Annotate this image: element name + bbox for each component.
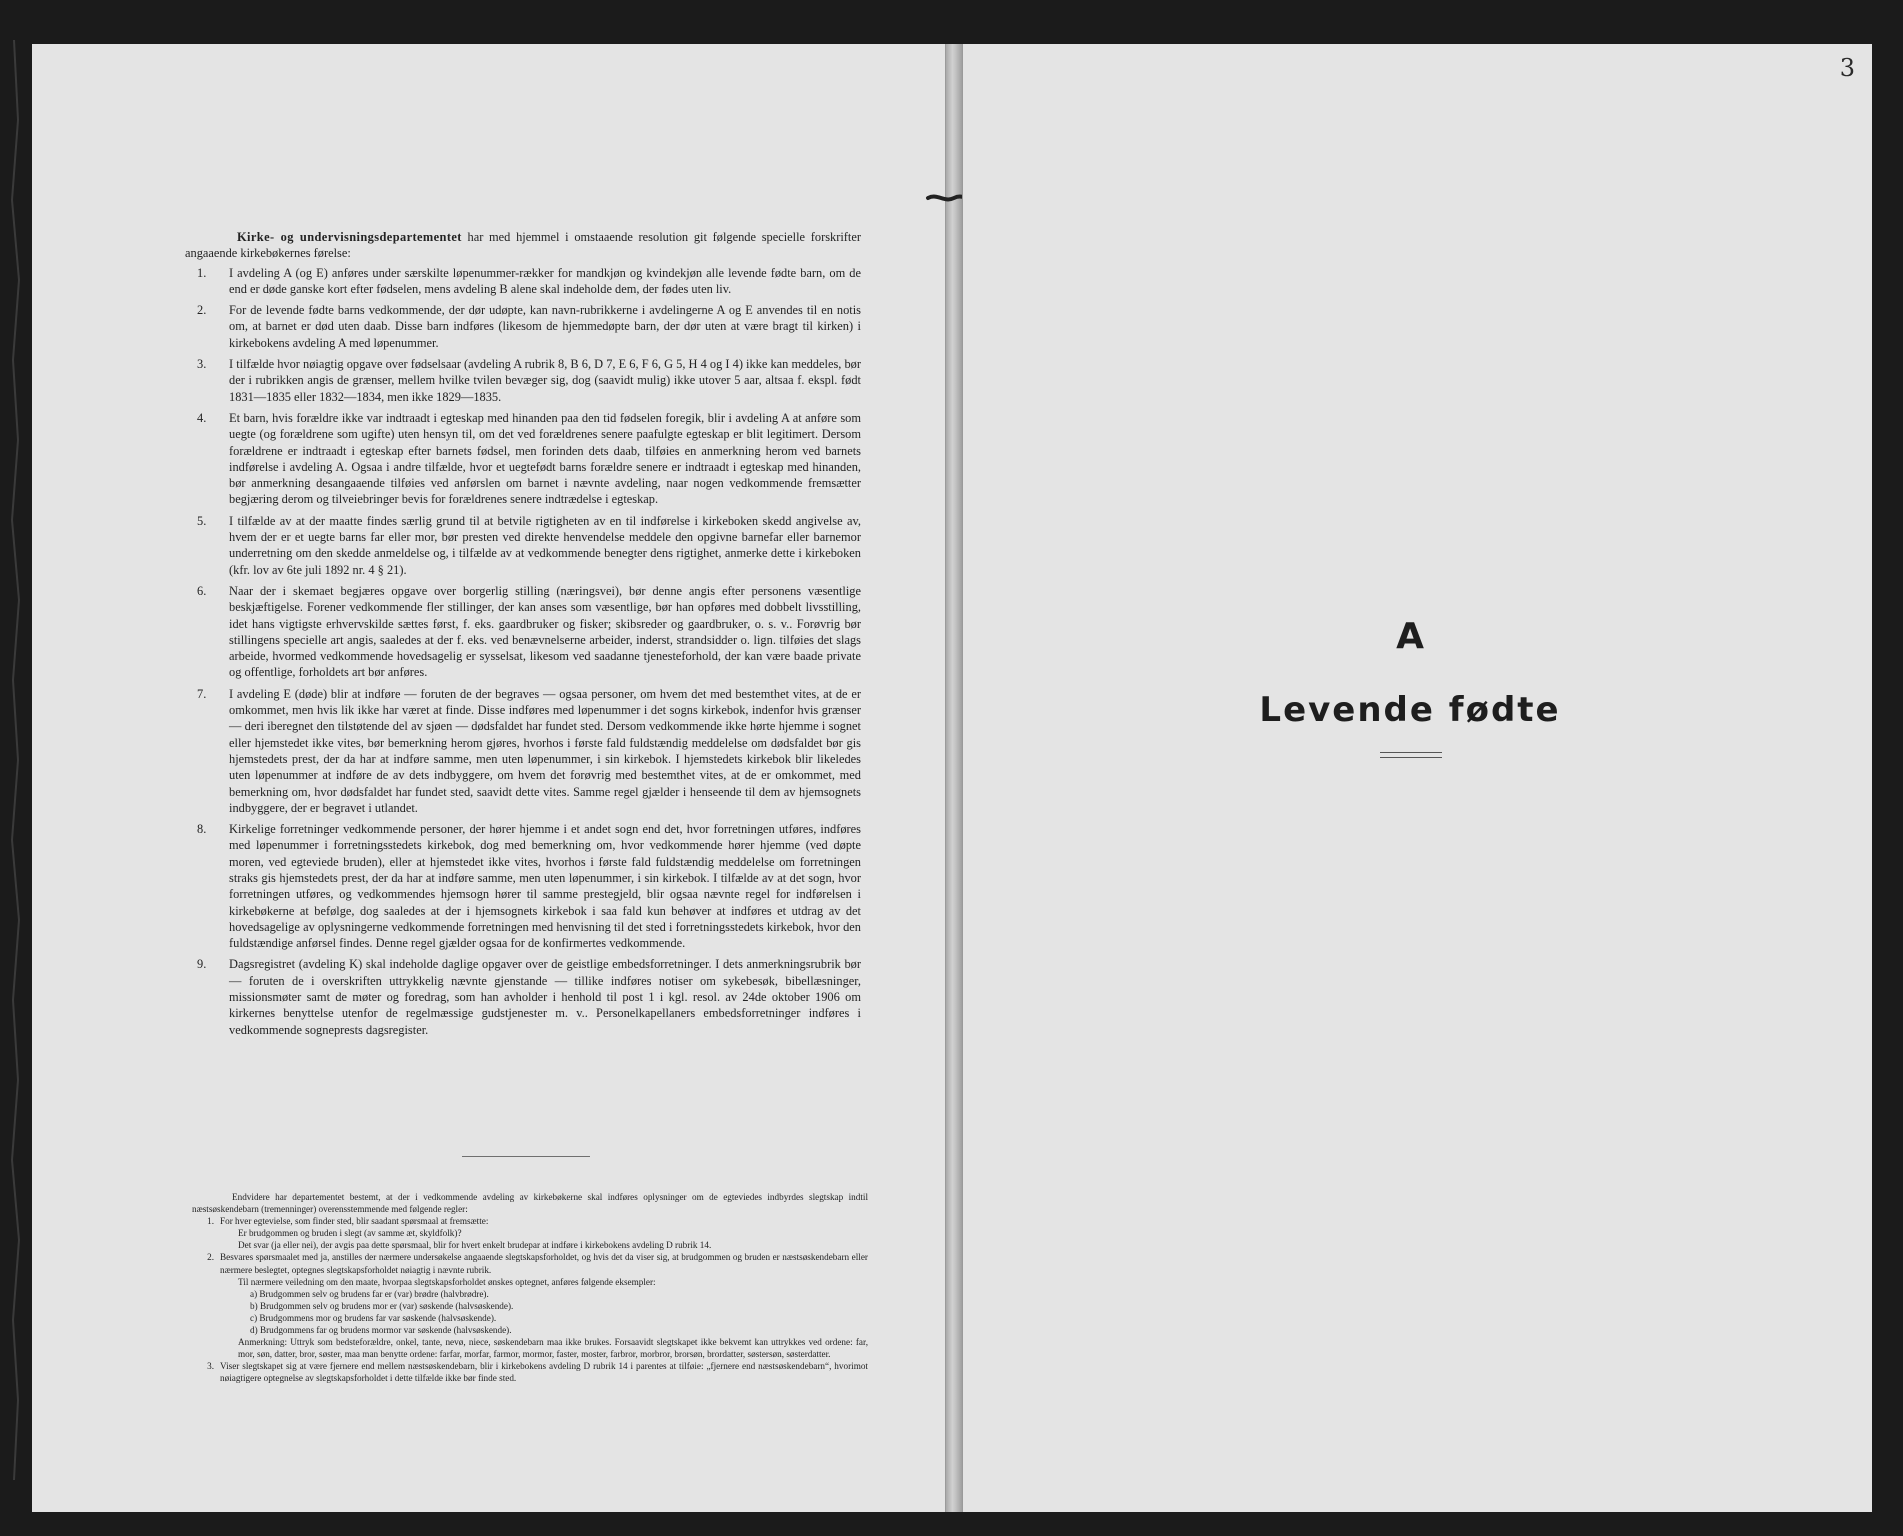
rule-item [185,302,861,351]
rule-number: 4. [197,410,207,425]
page-number: 3 [1839,54,1855,82]
rule-text: Dagsregistret (avdeling K) skal indeholde daglige opgaver over de geistlige embedsforretninger. I dets anmerkningsrubrik bør — foruten de i overskriften uttrykkelig nævnte gjenstande — tillike indføres notiser om sykebesøk, bibellæsninger, missionsmøter samt de møter og foredrag, som han avholder i henhold til post 1 i kgl. resol. av 24de oktober 1906 om kirkernes benyttelse utenfor de regelmæssige gudstjenester m. v.. Personelkapellaners embedsforretninger indføres i vedkommende sogneprests dagsregister. [229,957,861,1037]
rule-number: 7. [197,686,207,701]
left-page [32,44,946,1512]
rule-number: 6. [197,583,207,598]
rule-text: I tilfælde av at der maatte findes særlig grund til at betvile rigtigheten av en til indførelse i kirkeboken skedd angivelse av, hvem der er et uegte barns far eller mor, bør presten ved direkte henvendelse meddele den opgivne barnefar eller barnemor underretning om den skedde anmeldelse og, i tilfælde av at vedkommende benegter dens rigtighet, anmerke dette i kirkeboken (kfr. lov av 6te juli 1892 nr. 4 § 21). [229,513,861,577]
section-letter: A [1396,616,1424,657]
rule-item [185,956,861,1037]
rule-text: Et barn, hvis forældre ikke var indtraadt i egteskap med hinanden paa den tid fødselen foregik, blir i avdeling A at anføre som uegte (og forældrene som ugifte) uten hensyn til, om det ved forældrenes senere paafulgte egteskap er blit legitimert. Dersom forældrene er indtraadt i egteskap efter barnets fødsel, men forinden dets daab, tilføies en anmerkning herom ved barnets indførelse i avdeling A. Ogsaa i andre tilfælde, hvor et uegtefødt barns forældre senere er indtraadt i egteskap med hinanden, bør anmerkning desangaaende tilføies ved anførslen om barnet i nævnte avdeling, naar nogen vedkommende fremsætter begjæring derom og tilveiebringer bevis for forældrenes senere indtrædelse i egteskap. [229,410,861,507]
rule-item [185,410,861,508]
rule-text: I avdeling E (døde) blir at indføre — foruten de der begraves — ogsaa personer, om hvem det med bestemthet vites, at de er omkommet, men hvis lik ikke har været at finde. Disse indføres med løpenummer i det sogns kirkebok, indenfor hvis grænser — deri iberegnet den tilstøtende del av sjøen — dødsfaldet har fundet sted. Dersom vedkommende ikke hørte hjemme i sognet eller hjemstedet ikke vites, bør bemerkning herom gjøres, hvorhos i første fald fuldstændig meddelelse om dødsfaldet bør gis hjemstedets prest, der da har at indføre samme, men uten løpenummer, i sin kirkebok. I hjemstedets kirkebok blir likeledes uten løpenummer at indføre de av dets indbyggere, om hvem det forøvrig med bestemthet vites, at de er omkommet, med bemerkning om, hvor dødsfaldet har fundet sted, saavidt dette vites. Samme regel gjælder i henseende til dem av hjemsognets indbyggere, der er begravet i utlandet. [229,686,861,815]
example-line: a) Brudgommen selv og brudens far er (var) brødre (halvbrødre). [250,1288,489,1299]
rule-item [185,356,861,405]
separator-line [462,1156,590,1157]
supplement-note: Anmerkning: Uttryk som bedsteforældre, onkel, tante, nevø, niece, søskendebarn maa ikke brukes. Forsaavidt slegtskapet ikke bekvemt kan uttrykkes ved ordene: far, mor, søn, datter, bror, søster, maa man benytte ordene: farfar, morfar, farmor, mormor, faster, moster, farbror, morbror, brorsøn, brordatter, søstersøn, søsterdatter. [238,1337,868,1360]
intro-text: har med hjemmel i omstaaende resolution git følgende specielle forskrifter angaaende kirkebøkernes førelse: [185,230,861,261]
regulations-intro [185,229,861,262]
title-underline [1380,752,1442,758]
rule-number: 9. [197,957,207,972]
rule-text: Naar der i skemaet begjæres opgave over borgerlig stilling (næringsvei), bør denne angis efter personens væsentlige beskjæftigelse. Forener vedkommende fler stillinger, der kan anses som væsentlige, bør han opføres med dobbelt livsstilling, idet hans vigtigste erhvervskilde sættes først, f. eks. gaardbruker og fisker; skibsreder og gaardbruker, o. s. v.. Forøvrig bør stillingens specielle art angis, saaledes at der f. eks. ved benævnelserne arbeider, inderst, strandsidder o. lign. tilføies det slags arbeide, hvormed vedkommende hovedsagelig er sysselsat, likesom ved saadanne tjenesteforhold, der kan være baade private og offentlige, forholdets art bør anføres. [229,583,861,680]
supplement-item-2: 2. Besvares spørsmaalet med ja, anstilles der nærmere undersøkelse angaaende slegtskapsforholdet, og hvis det da viser sig, at brudgommen og bruden er næstsøskendebarn eller nærmere beslegtet, optegnes slegtskapsforholdet nøiagtig i nævnte rubrik. [207,1252,868,1275]
example-line: b) Brudgommen selv og brudens mor er (var) søskende (halvsøskende). [250,1300,514,1311]
supplement-guide: Til nærmere veiledning om den maate, hvorpaa slegtskapsforholdet ønskes optegnet, anføres følgende eksempler: [238,1276,656,1287]
supplement-question: Er brudgommen og bruden i slegt (av samme æt, skyldfolk)? [238,1228,462,1239]
rule-number: 1. [197,265,207,280]
supplement-intro: Endvidere har departementet bestemt, at der i vedkommende avdeling av kirkebøkerne skal indføres oplysninger om de egteviedes indbyrdes slegtskap indtil næstsøskendebarn (tremenninger) overensstemmende med følgende regler: [192,1192,868,1215]
page-edge-decoration [0,0,32,1536]
rule-item [185,821,861,951]
examples-list [192,1288,868,1336]
supplement-item-1: 1. For hver egtevielse, som finder sted, blir saadant spørsmaal at fremsætte: [207,1216,489,1227]
rule-text: For de levende fødte barns vedkommende, der dør udøpte, kan navn-rubrikkerne i avdelingerne A og E anvendes til en notis om, at barnet er død uten daab. Disse barn indføres (likesom de hjemmedøpte barn, der dør uten at være bragt til kirken) i kirkebokens avdeling A med løpenummer. [229,303,861,350]
rule-text: Kirkelige forretninger vedkommende personer, der hører hjemme i et andet sogn end det, hvor forretningen utføres, indføres med løpenummer i forretningsstedets kirkebok, dog med bemerkning om, hvor vedkommende hører hjemme (ved døpte moren, ved egteviede bruden), eller at hjemstedet ikke vites, hvorhos i første fald fuldstændig meddelelse om forretningen straks gis hjemstedets prest, der da har at indføre samme, men uten løpenummer, i sin kirkebok. I tilfælde av at det sogn, hvor forretningen utføres, og vedkommendes hjemsogn hører til samme prestegjeld, blir ogsaa nævnte regel for indførelsen i kirkebøkerne at befølge, dog saaledes at der i hjemsognets kirkebok i saa fald kun behøver at indføres et utdrag av det hovedsagelige av oplysningerne vedkommende forretningen med henvisning til det sted i forretningsstedets kirkebok, hvor den fuldstændige anførsel findes. Denne regel gjælder ogsaa for de konfirmertes vedkommende. [229,822,861,951]
rule-item [185,686,861,816]
rule-text: I tilfælde hvor nøiagtig opgave over fødselsaar (avdeling A rubrik 8, B 6, D 7, E 6, F 6, G 5, H 4 og I 4) ikke kan meddeles, bør der i rubrikken angis de grænser, mellem hvilke tvilen bevæger sig, dog (saavidt mulig) ikke utover 5 aar, altsaa f. ekspl. født 1831—1835 eller 1832—1834, men ikke 1829—1835. [229,357,861,404]
supplement-item-3: 3. Viser slegtskapet sig at være fjernere end mellem næstsøskendebarn, blir i kirkebokens avdeling D rubrik 14 i parentes at tilføie: „fjernere end næstsøskendebarn“, hvorimot nøiagtigere optegnelse av slegtskapsforholdet i dette tilfælde ikke bør finde sted. [207,1361,868,1384]
section-title: Levende fødte [1259,690,1561,730]
right-page [962,44,1872,1512]
example-line: c) Brudgommens mor og brudens far var søskende (halvsøskende). [250,1312,497,1323]
rule-number: 5. [197,513,207,528]
book-gutter [946,44,962,1512]
open-book [32,44,1872,1512]
rule-number: 2. [197,303,207,318]
example-line: d) Brudgommens far og brudens mormor var søskende (halvsøskende). [250,1325,512,1336]
rule-item [185,265,861,298]
rule-text: I avdeling A (og E) anføres under særskilte løpenummer-rækker for mandkjøn og kvindekjøn alle levende fødte barn, om de end er døde ganske kort efter fødselen, mens avdeling B alene skal indeholde dem, der fødes uten liv. [229,265,861,296]
rule-item [185,583,861,681]
rule-number: 3. [197,357,207,372]
department-name: Kirke- og undervisningsdepartementet [237,230,462,244]
supplement-answer: Det svar (ja eller nei), der avgis paa dette spørsmaal, blir for hvert enkelt brudepar at indføre i kirkebokens avdeling D rubrik 14. [238,1240,712,1251]
rule-number: 8. [197,822,207,837]
rule-item [185,513,861,578]
regulations-text [185,229,861,1043]
rules-list [185,265,861,1038]
supplement-text [192,1191,868,1385]
